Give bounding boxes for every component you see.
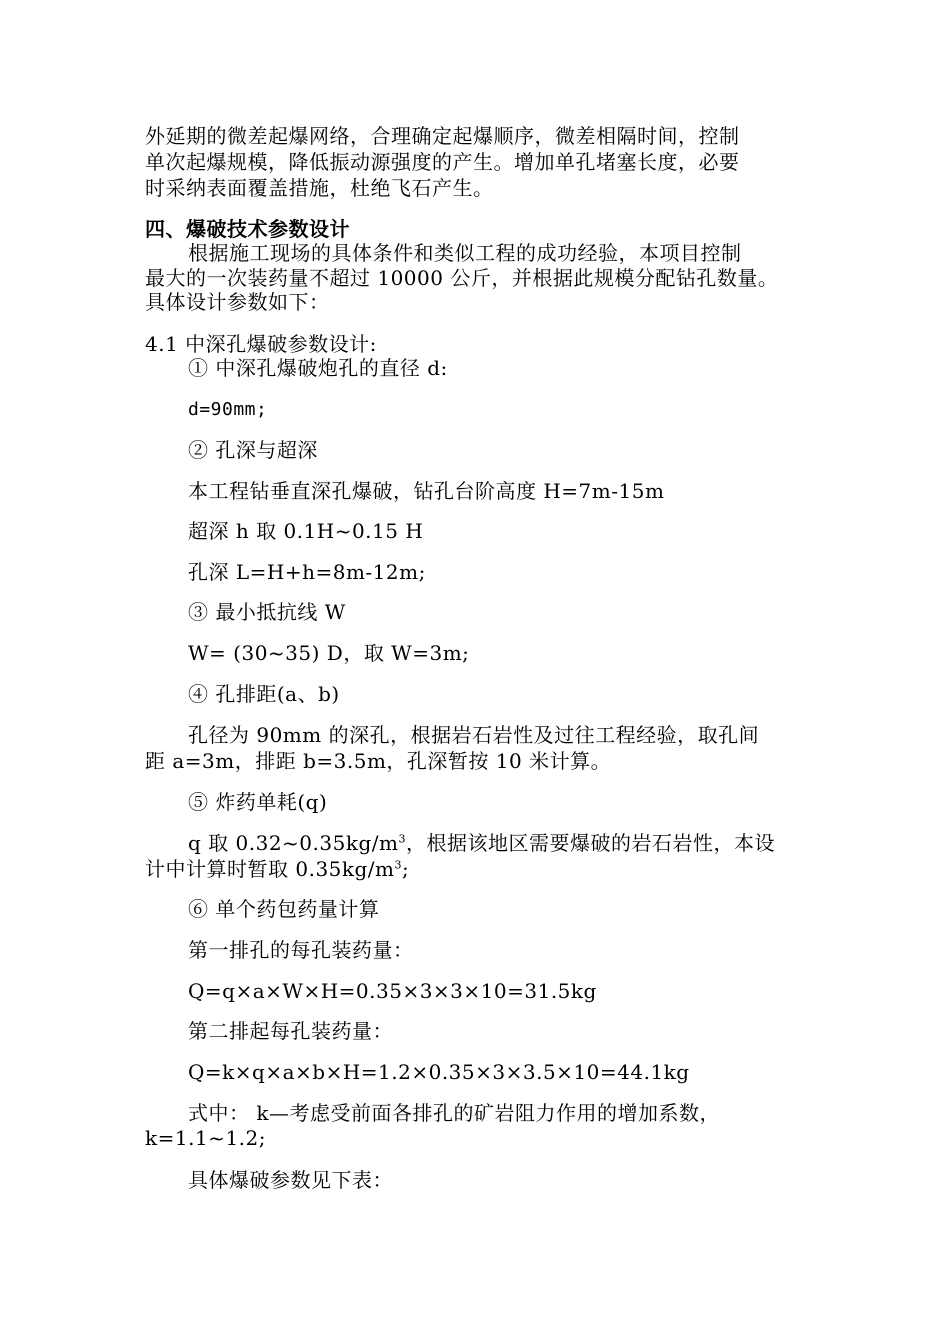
subsection-heading: 4.1 中深孔爆破参数设计: xyxy=(145,332,377,356)
item5-text-line2: 计中计算时暂取 $0.35kg/m^3$; xyxy=(145,857,410,881)
intro-line-2: 单次起爆规模，降低振动源强度的产生。增加单孔堵塞长度，必要 xyxy=(145,150,740,174)
item4-text-line2: 距 a=3m，排距 b=3.5m，孔深暂按 10 米计算。 xyxy=(145,749,612,773)
section-intro-line-2: 最大的一次装药量不超过 10000 公斤，并根据此规模分配钻孔数量。 xyxy=(145,266,779,290)
item5-text-line1: q 取 $0.32\sim 0.35kg/m^3$，根据该地区需要爆破的岩石岩性，本设 xyxy=(188,831,775,855)
item4-text-line1: 孔径为 90mm 的深孔，根据岩石岩性及过往工程经验，取孔间 xyxy=(188,723,760,747)
item1-value: d=90mm; xyxy=(188,399,268,420)
item2-title: ② 孔深与超深 xyxy=(188,438,318,462)
formula-note-line2: k=1.1~1.2; xyxy=(145,1126,266,1150)
table-reference: 具体爆破参数见下表： xyxy=(188,1168,393,1192)
row2-formula: Q=k×q×a×b×H=1.2×0.35×3×3.5×10=44.1kg xyxy=(188,1060,690,1084)
item4-title: ④ 孔排距(a、b) xyxy=(188,682,340,706)
formula-note-line1: 式中： k—考虑受前面各排孔的矿岩阻力作用的增加系数， xyxy=(188,1101,720,1125)
item2-line1: 本工程钻垂直深孔爆破，钻孔台阶高度 H=7m-15m xyxy=(188,479,665,503)
section-intro-line-1: 根据施工现场的具体条件和类似工程的成功经验，本项目控制 xyxy=(188,241,742,265)
section-heading: 四、爆破技术参数设计 xyxy=(145,217,350,241)
item3-title: ③ 最小抵抗线 W xyxy=(188,600,346,624)
section-intro-line-3: 具体设计参数如下： xyxy=(145,290,330,314)
row2-label: 第二排起每孔装药量： xyxy=(188,1019,393,1043)
row1-label: 第一排孔的每孔装药量： xyxy=(188,938,414,962)
item6-title: ⑥ 单个药包药量计算 xyxy=(188,897,380,921)
intro-line-1: 外延期的微差起爆网络，合理确定起爆顺序，微差相隔时间，控制 xyxy=(145,124,740,148)
item5-title: ⑤ 炸药单耗(q) xyxy=(188,790,328,814)
item3-value: W= (30~35) D，取 W=3m; xyxy=(188,641,470,665)
intro-line-3: 时采纳表面覆盖措施，杜绝飞石产生。 xyxy=(145,176,494,200)
row1-formula: Q=q×a×W×H=0.35×3×3×10=31.5kg xyxy=(188,979,597,1003)
item1-title: ① 中深孔爆破炮孔的直径 d: xyxy=(188,356,448,380)
item2-line3: 孔深 L=H+h=8m-12m; xyxy=(188,560,426,584)
item2-line2: 超深 h 取 0.1H~0.15 H xyxy=(188,519,424,543)
